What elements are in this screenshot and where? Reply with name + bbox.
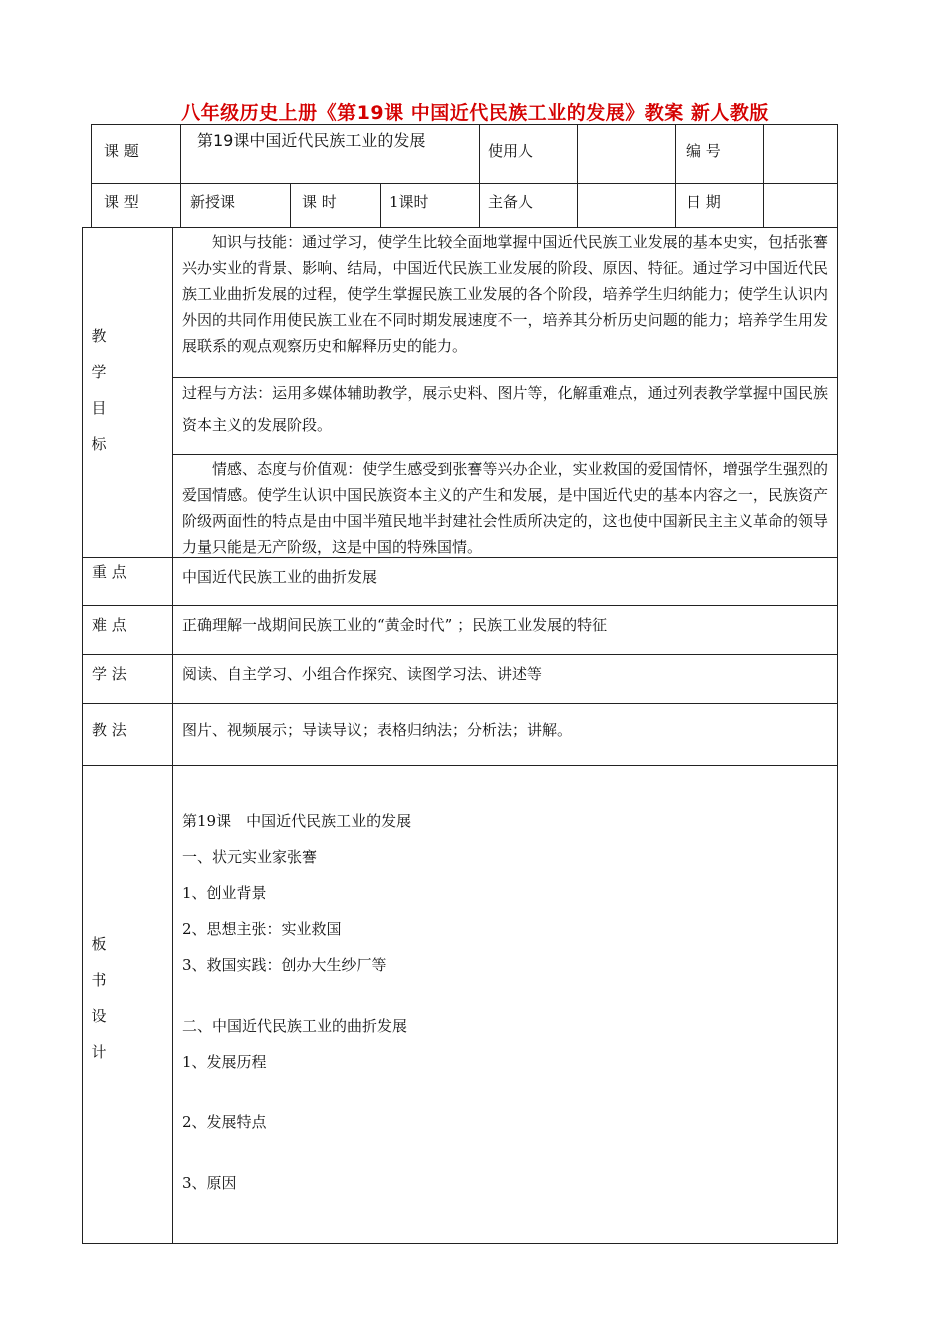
header-table-right-border xyxy=(837,124,838,227)
hours-value: 1课时 xyxy=(389,193,429,211)
objective-process: 过程与方法：运用多媒体辅助教学，展示史料、图片等，化解重难点，通过列表教学掌握中国民族资本主义的发展阶段。 xyxy=(182,384,828,434)
difficult-point-value: 正确理解一战期间民族工业的“黄金时代” ；民族工业发展的特征 xyxy=(182,616,608,634)
difficult-point-label: 难 点 xyxy=(92,616,127,634)
board-label-char: 计 xyxy=(91,1043,107,1061)
objectives-label-char: 目 xyxy=(91,399,107,417)
type-label: 课 型 xyxy=(104,193,139,211)
header-col-divider xyxy=(675,124,676,227)
board-line: 3、救国实践：创办大生纱厂等 xyxy=(182,956,387,974)
board-line: 一、状元实业家张謇 xyxy=(182,848,318,866)
hours-label: 课 时 xyxy=(302,193,337,211)
main-table-bottom-border xyxy=(82,1243,838,1244)
key-point-label: 重 点 xyxy=(92,563,127,581)
row-divider xyxy=(82,765,838,766)
number-label: 编 号 xyxy=(686,142,721,160)
key-point-value: 中国近代民族工业的曲折发展 xyxy=(182,568,378,586)
board-line: 1、创业背景 xyxy=(182,884,267,902)
board-line: 二、中国近代民族工业的曲折发展 xyxy=(182,1017,408,1035)
study-method-label: 学 法 xyxy=(92,665,127,683)
objectives-sub-divider xyxy=(172,454,838,455)
study-method-value: 阅读、自主学习、小组合作探究、读图学习法、讲述等 xyxy=(182,665,543,683)
board-label-char: 板 xyxy=(91,935,107,953)
header-col-divider xyxy=(290,183,291,227)
teaching-method-value: 图片、视频展示；导读导议；表格归纳法；分析法；讲解。 xyxy=(182,721,573,739)
board-line: 2、发展特点 xyxy=(182,1113,267,1131)
header-col-divider xyxy=(180,124,181,227)
main-table-top-border xyxy=(82,227,838,228)
main-table-label-divider xyxy=(172,227,173,1244)
objective-emotion: 情感、态度与价值观：使学生感受到张謇等兴办企业，实业救国的爱国情怀，增强学生强烈的爱国情感。使学生认识中国民族资本主义的产生和发展，是中国近代史的基本内容之一，民族资产阶级两面性的特点是由中国半殖民地半封建社会性质所决定的，这也使中国新民主主义革命的领导力量只能是无产阶级，这是中国的特殊国情。 xyxy=(182,460,828,556)
header-col-divider xyxy=(479,124,480,227)
header-table-left-border xyxy=(91,124,92,227)
header-col-divider xyxy=(763,124,764,227)
header-col-divider xyxy=(380,183,381,227)
user-label: 使用人 xyxy=(488,142,534,160)
main-table-left-border xyxy=(82,227,83,1244)
row-divider xyxy=(82,654,838,655)
type-value: 新授课 xyxy=(190,193,236,211)
main-table-right-border xyxy=(837,227,838,1244)
header-table-top-border xyxy=(91,124,838,125)
board-line: 1、发展历程 xyxy=(182,1053,267,1071)
topic-label: 课 题 xyxy=(104,142,139,160)
row-divider xyxy=(82,605,838,606)
board-label-char: 设 xyxy=(91,1007,107,1025)
objectives-label-char: 标 xyxy=(91,435,107,453)
preparer-label: 主备人 xyxy=(488,193,534,211)
teaching-method-label: 教 法 xyxy=(92,721,127,739)
header-table-mid-border xyxy=(91,183,838,184)
header-col-divider xyxy=(577,124,578,227)
board-line: 第19课 中国近代民族工业的发展 xyxy=(182,812,412,830)
objectives-label-char: 教 xyxy=(91,327,107,345)
topic-value: 第19课中国近代民族工业的发展 xyxy=(197,131,426,150)
objectives-label-char: 学 xyxy=(91,363,107,381)
board-line: 2、思想主张：实业救国 xyxy=(182,920,342,938)
date-label: 日 期 xyxy=(686,193,721,211)
board-line: 3、原因 xyxy=(182,1174,237,1192)
row-divider xyxy=(82,703,838,704)
board-label-char: 书 xyxy=(91,971,107,989)
document-title: 八年级历史上册《第19课 中国近代民族工业的发展》教案 新人教版 xyxy=(181,102,769,124)
objective-knowledge: 知识与技能：通过学习，使学生比较全面地掌握中国近代民族工业发展的基本史实，包括张謇兴办实业的背景、影响、结局，中国近代民族工业发展的阶段、原因、特征。通过学习中国近代民族工业曲折发展的过程，使学生掌握民族工业发展的各个阶段，培养学生归纳能力；使学生认识内外因的共同作用使民族工业在不同时期发展速度不一，培养其分析历史问题的能力；培养学生用发展联系的观点观察历史和解释历史的能力。 xyxy=(182,233,828,355)
